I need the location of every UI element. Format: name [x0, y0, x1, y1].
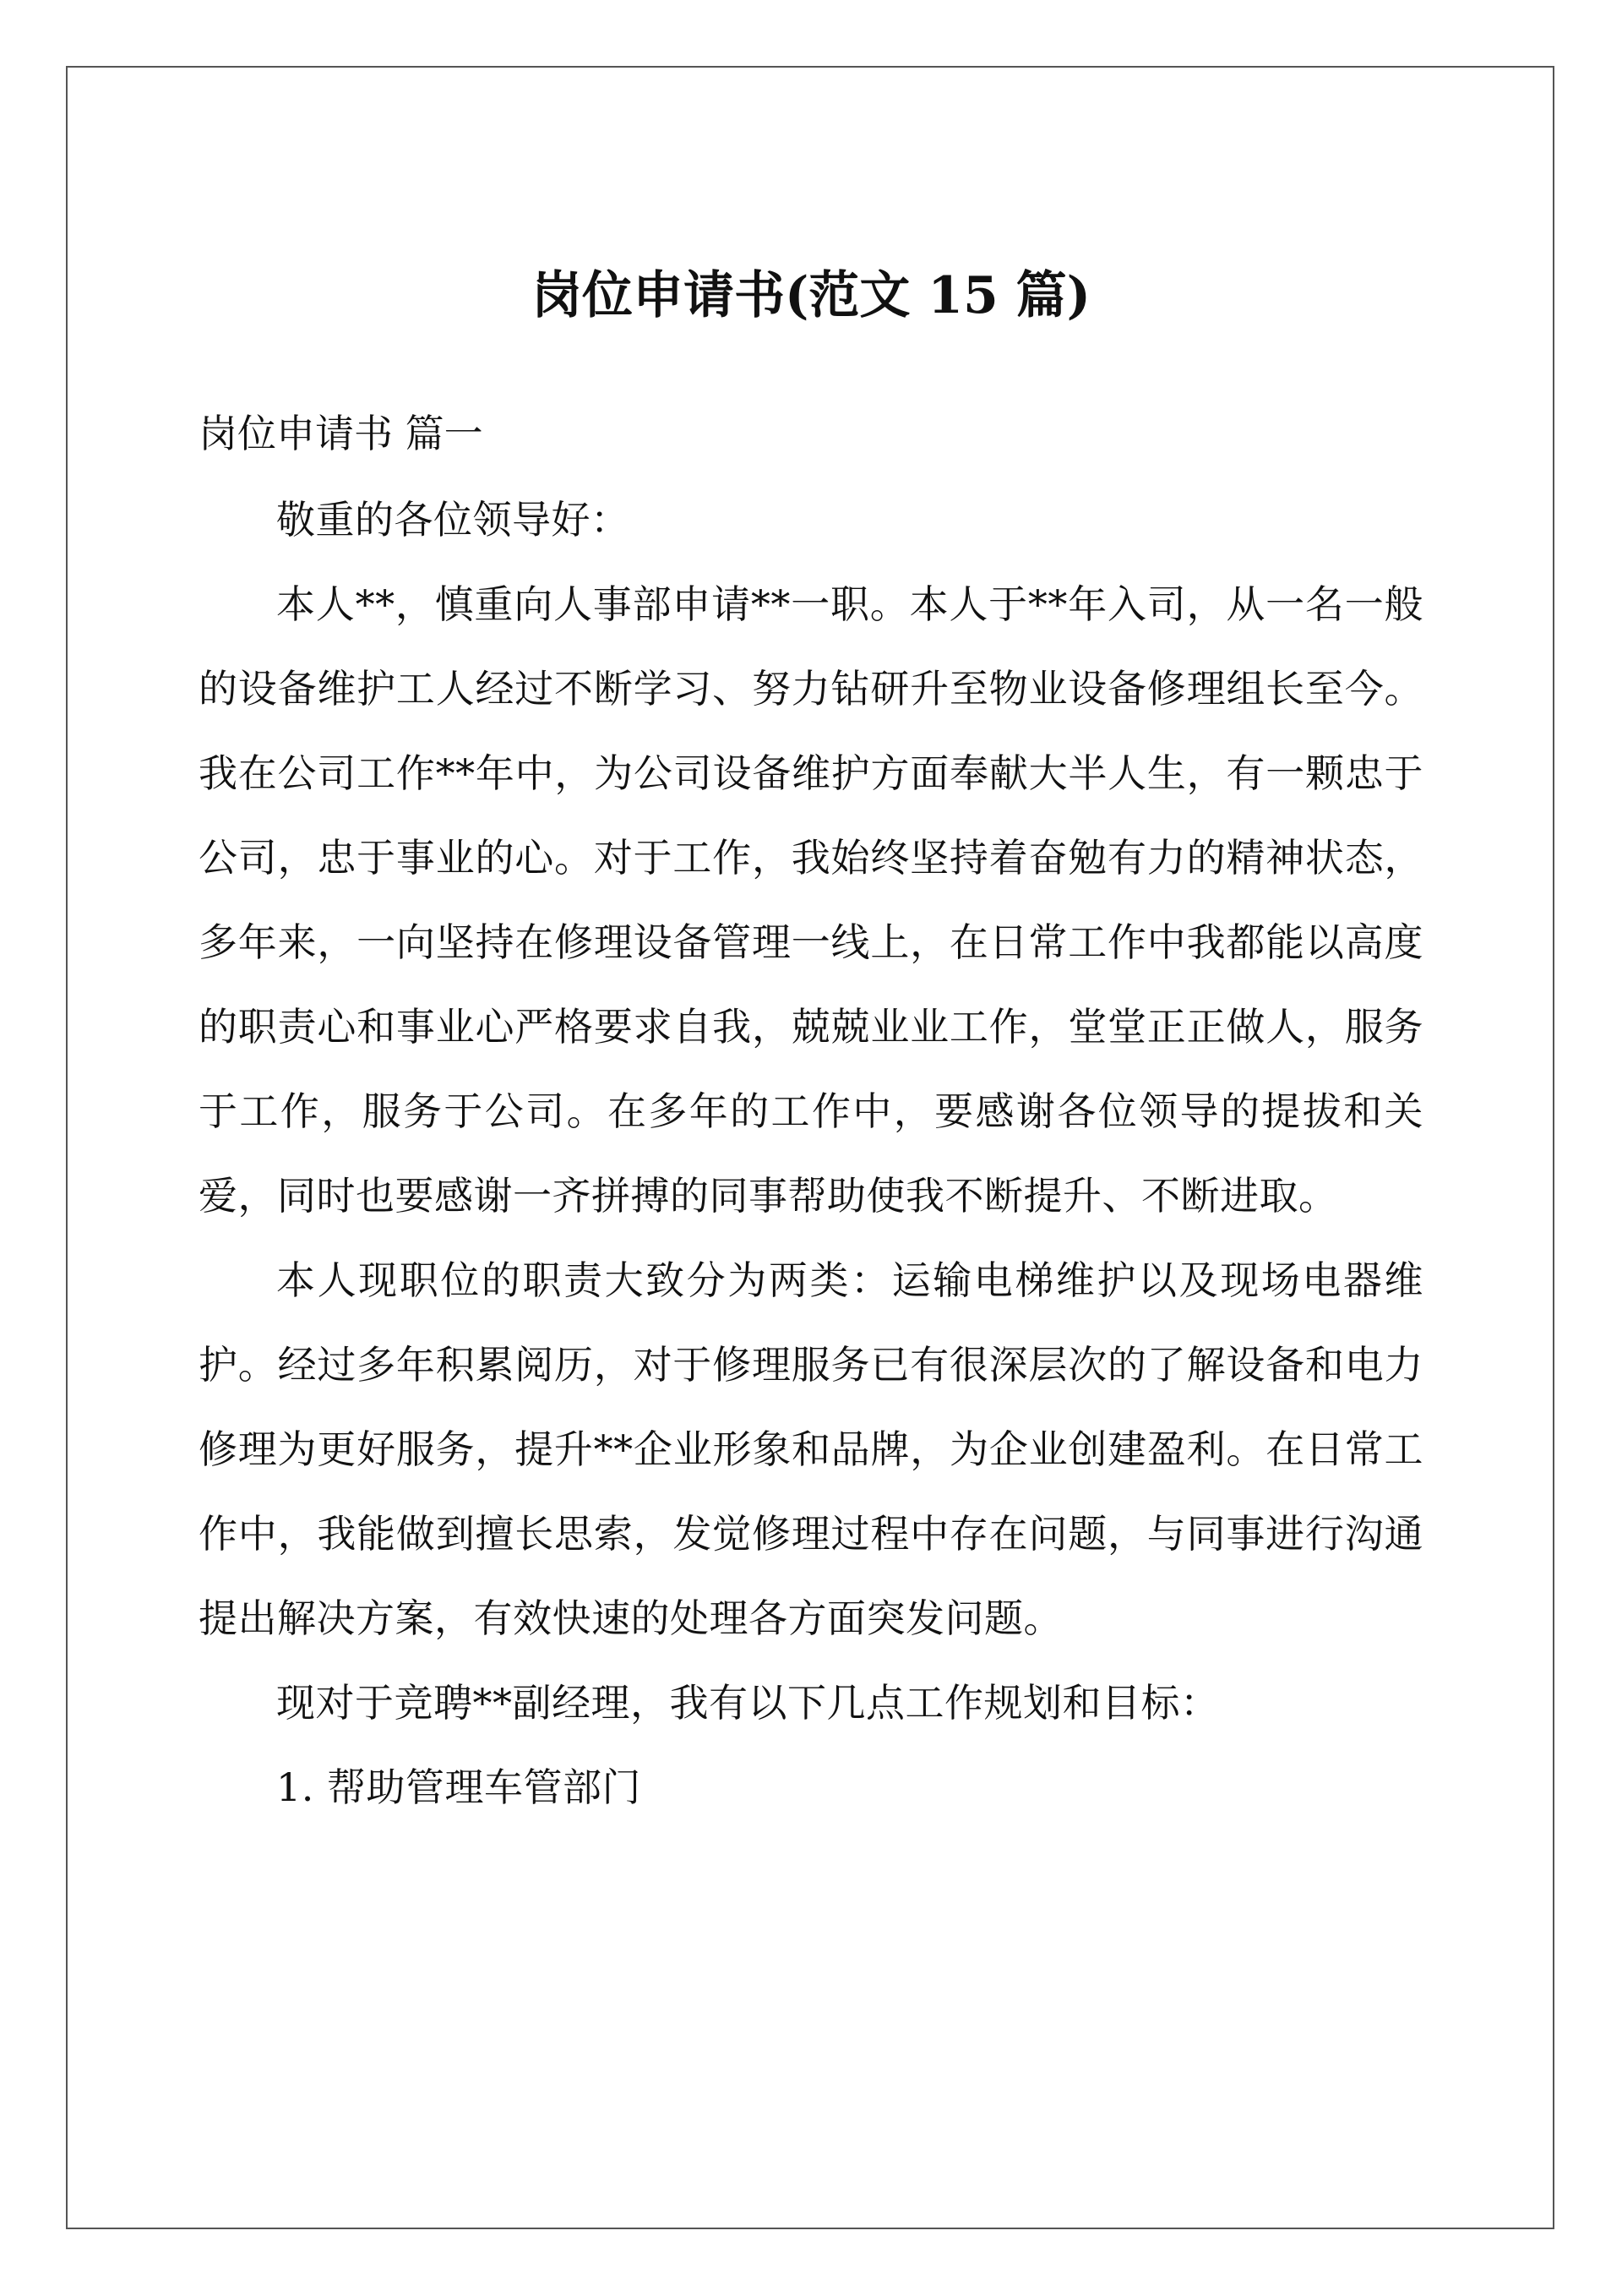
section-heading: 岗位申请书 篇一 [199, 411, 483, 456]
paragraph-plan-item-1: 1. 帮助管理车管部门 [276, 1764, 642, 1810]
paragraph-plan-intro: 现对于竞聘**副经理，我有以下几点工作规划和目标： [276, 1680, 1220, 1726]
paragraph-duties: 本人现职位的职责大致分为两类：运输电梯维护以及现场电器维护。经过多年积累阅历，对于修理服务已有很深层次的了解设备和电力修理为更好服务，提升**企业形象和品牌，为企业创建盈利。在日常工作中，我能做到擅长思索，发觉修理过程中存在问题，与同事进行沟通提出解决方案，有效快速的处理各方面突发问题。 [199, 1257, 1423, 1641]
paragraph-salutation: 敬重的各位领导好： [276, 497, 630, 543]
paragraph-introduction: 本人**，慎重向人事部申请**一职。本人于**年入司，从一名一般的设备维护工人经过不断学习、努力钻研升至物业设备修理组长至今。我在公司工作**年中，为公司设备维护方面奉献大半人生，有一颗忠于公司，忠于事业的心。对于工作，我始终坚持着奋勉有力的精神状态，多年来，一向坚持在修理设备管理一线上，在日常工作中我都能以高度的职责心和事业心严格要求自我，兢兢业业工作，堂堂正正做人，服务于工作，服务于公司。在多年的工作中，要感谢各位领导的提拔和关爱，同时也要感谢一齐拼搏的同事帮助使我不断提升、不断进取。 [199, 581, 1423, 1219]
document-title: 岗位申请书(范文 15 篇) [531, 266, 1091, 325]
document-body [199, 477, 1423, 1830]
